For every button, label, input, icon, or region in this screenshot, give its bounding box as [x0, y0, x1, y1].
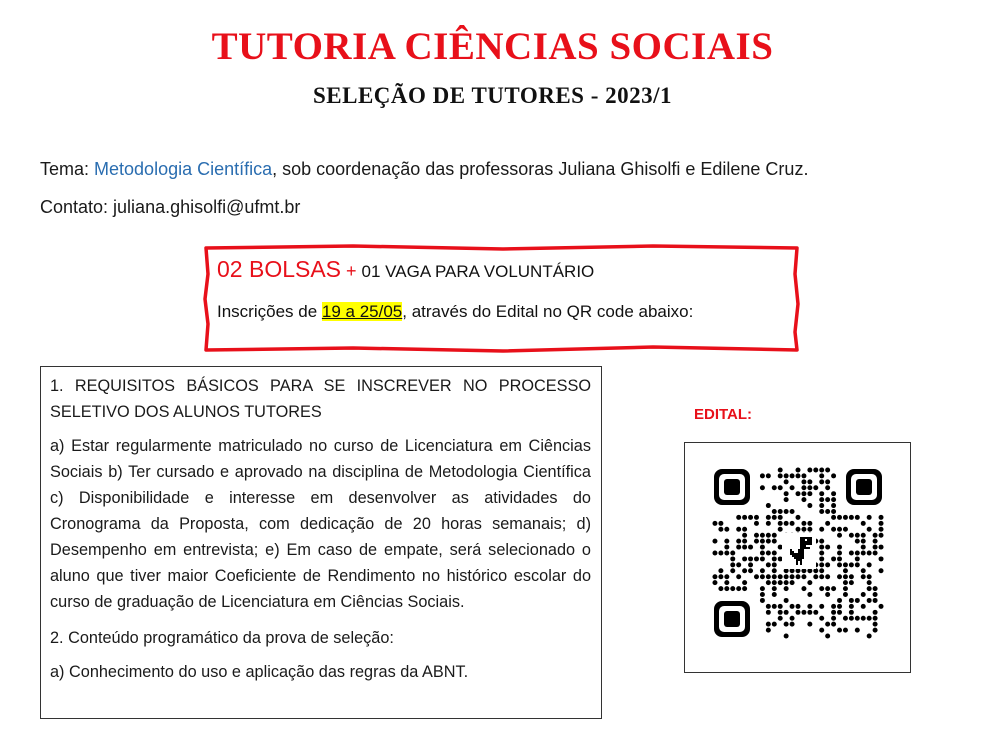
- bolsas-line: [217, 256, 594, 283]
- inscription-suffix: , através do Edital no QR code abaixo:: [402, 302, 694, 321]
- tema-line: [40, 159, 808, 180]
- page-title: TUTORIA CIÊNCIAS SOCIAIS: [211, 25, 774, 68]
- edital-label: EDITAL:: [694, 406, 753, 423]
- qr-finder-top-right: [846, 469, 882, 505]
- inscription-line: [217, 302, 693, 322]
- qr-finder-top-left: [714, 469, 750, 505]
- section2-body: a) Conhecimento do uso e aplicação das regras da ABNT.: [50, 663, 469, 681]
- plus-sign: +: [341, 261, 362, 281]
- qr-finder-bottom-left: [714, 601, 750, 637]
- inscription-prefix: Inscrições de: [217, 302, 322, 321]
- bolsas-highlight-box: [203, 244, 800, 353]
- inscription-dates: 19 a 25/05: [321, 302, 403, 321]
- requirements-body: a) Estar regularmente matriculado no curso de Licenciatura em Ciências Sociais b) Ter cursado e aprovado na disciplina de Metodologia Científica c) Disponibilidade e interesse em desenvolver as atividades do Cronograma da Proposta, com dedicação de 20 horas semanais; d) Desempenho em entrevista; e) Em caso de empate, será selecionado o aluno que tiver maior Coeficiente de Rendimento no histórico escolar do curso de graduação de Licenciatura em Ciências Sociais.: [50, 437, 591, 611]
- qr-code[interactable]: [712, 467, 884, 639]
- bolsas-count: 02 BOLSAS: [217, 256, 342, 282]
- contact-line: Contato: juliana.ghisolfi@ufmt.br: [40, 197, 301, 217]
- tema-link[interactable]: Metodologia Científica: [94, 159, 273, 179]
- dinosaur-icon: [782, 533, 816, 569]
- tema-label: Tema:: [40, 159, 95, 179]
- tema-rest: , sob coordenação das professoras Juliana Ghisolfi e Edilene Cruz.: [272, 159, 809, 179]
- requirements-box: [40, 366, 602, 719]
- page-subtitle: SELEÇÃO DE TUTORES - 2023/1: [312, 83, 673, 108]
- qr-code-box[interactable]: [684, 442, 911, 673]
- volunteer-vacancy: 01 VAGA PARA VOLUNTÁRIO: [361, 262, 595, 281]
- requirements-heading: 1. REQUISITOS BÁSICOS PARA SE INSCREVER NO PROCESSO SELETIVO DOS ALUNOS TUTORES: [50, 377, 591, 421]
- section2-heading: 2. Conteúdo programático da prova de seleção:: [50, 629, 394, 647]
